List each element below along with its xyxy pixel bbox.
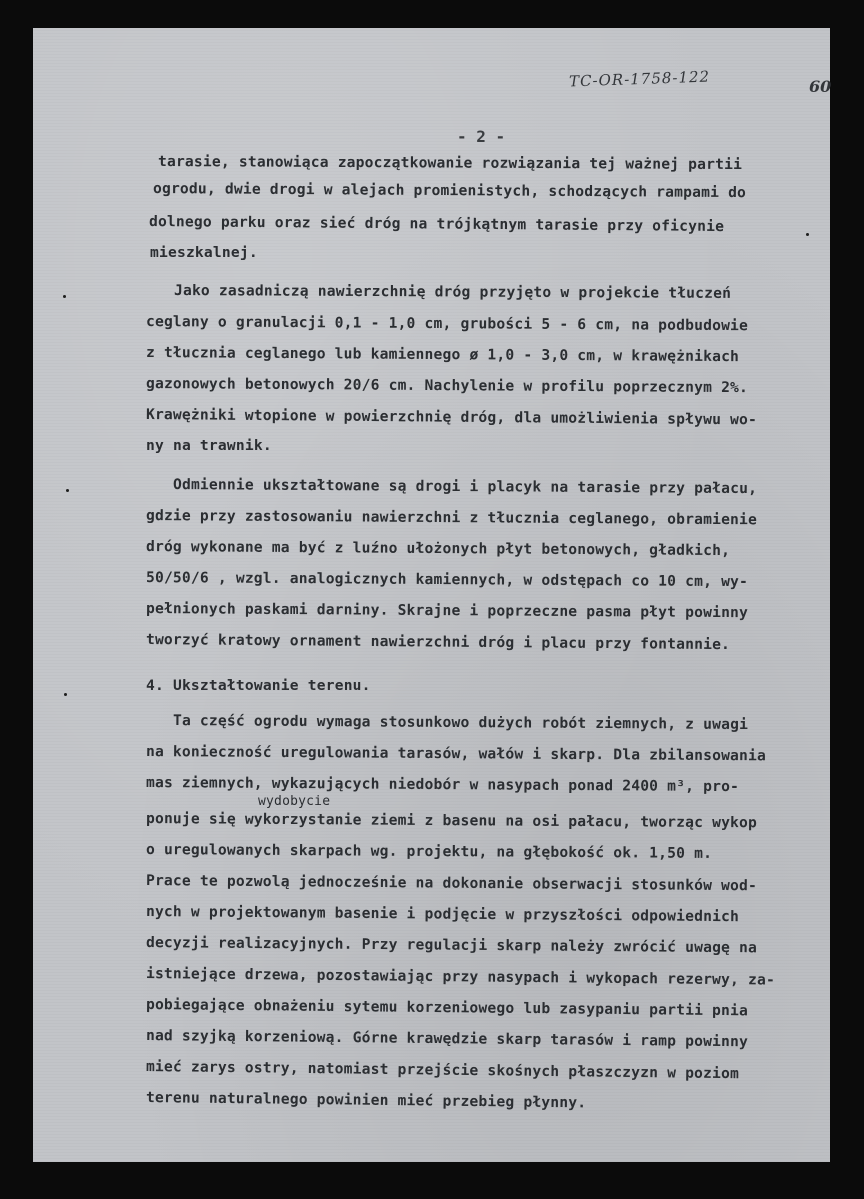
handwritten-reference: TC-OR-1758-122 [568, 67, 711, 91]
ink-speck [63, 295, 66, 298]
section-heading: 4. Ukształtowanie terenu. [146, 677, 371, 694]
paragraph-line: ny na trawnik. [146, 437, 272, 454]
paragraph-line: z tłucznia ceglanego lub kamiennego ø 1,0 - 3,0 cm, w krawężnikach [145, 344, 740, 366]
paragraph-line: gdzie przy zastosowaniu nawierzchni z tłucznia ceglanego, obramienie [145, 507, 758, 529]
paragraph-line: tarasie, stanowiąca zapoczątkowanie rozwiązania tej ważnej partii [157, 153, 743, 174]
paragraph-line: ogrodu, dwie drogi w alejach promienistych, schodzących rampami do [152, 180, 747, 202]
paragraph-line: dróg wykonane ma być z luźno ułożonych płyt betonowych, gładkich, [145, 538, 731, 560]
handwritten-sheet-number: 60 [809, 77, 832, 96]
section-line: nych w projektowanym basenie i podjęcie w przyszłości odpowiednich [145, 903, 740, 926]
section-line: decyzji realizacyjnych. Przy regulacji skarp należy zwrócić uwagę na [145, 934, 758, 957]
section-line: nad szyjką korzeniową. Górne krawędzie skarp tarasów i ramp powinny [145, 1027, 749, 1051]
section-line: terenu naturalnego powinien mieć przebieg płynny. [145, 1089, 587, 1112]
section-line: mieć zarys ostry, natomiast przejście skośnych płaszczyzn w poziom [145, 1058, 740, 1083]
section-line: na konieczność uregulowania tarasów, wałów i skarp. Dla zbilansowania [145, 743, 767, 765]
section-line: o uregulowanych skarpach wg. projektu, na głębokość ok. 1,50 m. [145, 841, 713, 862]
page-number: - 2 - [457, 127, 506, 146]
paragraph-line: gazonowych betonowych 20/6 cm. Nachylenie w profilu poprzecznym 2%. [145, 375, 749, 397]
section-line: Prace te pozwolą jednocześnie na dokonanie obserwacji stosunków wod- [145, 872, 758, 895]
section-line: ponuje się wykorzystanie ziemi z basenu na osi pałacu, tworząc wykop [145, 810, 758, 832]
typed-correction: wydobycie [258, 794, 331, 809]
paragraph-line: tworzyć kratowy ornament nawierzchni dróg i placu przy fontannie. [145, 631, 731, 654]
ink-speck [64, 693, 67, 696]
section-line: pobiegające obnażeniu sytemu korzeniowego lub zasypaniu partii pnia [145, 996, 749, 1020]
paragraph-line: Jako zasadniczą nawierzchnię dróg przyjęto w projekcie tłuczeń [173, 282, 732, 302]
paragraph-line: ceglany o granulacji 0,1 - 1,0 cm, grubości 5 - 6 cm, na podbudowie [145, 313, 749, 335]
section-line: Ta część ogrodu wymaga stosunkowo dużych robót ziemnych, z uwagi [172, 712, 749, 734]
ink-speck [806, 233, 809, 236]
paragraph-line: mieszkalnej. [150, 244, 258, 261]
paragraph-line: 50/50/6 , wzgl. analogicznych kamiennych, w odstępach co 10 cm, wy- [145, 569, 749, 591]
section-line: mas ziemnych, wykazujących niedobór w nasypach ponad 2400 m³, pro- [145, 774, 740, 796]
paragraph-line: Krawężniki wtopione w powierzchnię dróg, dla umożliwienia spływu wo- [145, 406, 758, 429]
paragraph-line: pełnionych paskami darniny. Skrajne i poprzeczne pasma płyt powinny [145, 600, 749, 622]
ink-speck [66, 489, 69, 492]
paragraph-line: Odmiennie ukształtowane są drogi i placyk na tarasie przy pałacu, [172, 476, 758, 498]
paragraph-line: dolnego parku oraz sieć dróg na trójkątnym tarasie przy oficynie [148, 213, 725, 236]
section-line: istniejące drzewa, pozostawiając przy nasypach i wykopach rezerwy, za- [145, 965, 776, 989]
